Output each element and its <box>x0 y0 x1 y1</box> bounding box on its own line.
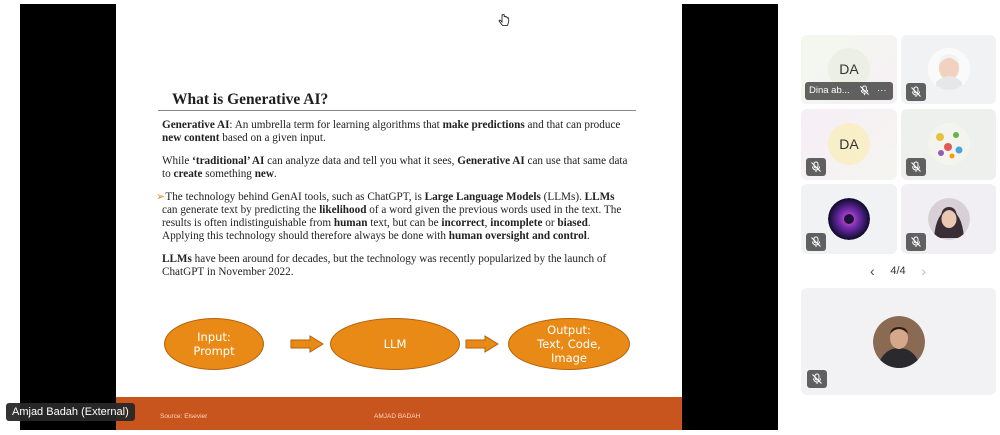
participant-photo <box>928 48 970 90</box>
slide-title: What is Generative AI? <box>172 91 329 108</box>
participant-tile-6[interactable] <box>901 184 996 254</box>
participant-tile-4[interactable] <box>901 109 996 180</box>
more-options-icon[interactable]: ··· <box>877 85 887 96</box>
avatar: DA <box>828 123 870 165</box>
self-view-tile[interactable] <box>801 288 996 395</box>
paragraph-llm-bullet: ➢The technology behind GenAI tools, such as ChatGPT, is Large Language Models (LLMs). LLMs can generate text by predicting the likelihood of a word given the previous words used in the text. The results is often indistinguishable from human text, but can be incorrect, incomplete or biased. Applying this technology should therefore always be done with human oversight and control. <box>156 191 622 242</box>
input-prompt-node: Input: Prompt <box>164 318 264 370</box>
output-node: Output: Text, Code, Image <box>508 318 630 370</box>
hand-cursor-icon <box>498 14 510 28</box>
participant-tile-dina[interactable] <box>801 35 897 104</box>
presenter-name-label: Amjad Badah (External) <box>6 403 135 421</box>
footer-source: Source: Elsevier <box>160 413 208 420</box>
mic-off-icon <box>906 83 926 101</box>
arrow-right-icon <box>465 335 499 353</box>
presentation-slide <box>116 4 682 430</box>
participant-photo <box>928 198 970 240</box>
arrow-right-icon <box>290 335 324 353</box>
participant-photo <box>828 198 870 240</box>
participant-tile-3[interactable] <box>801 109 897 180</box>
mic-off-icon <box>806 233 826 251</box>
participant-tile-5[interactable] <box>801 184 897 254</box>
flow-diagram <box>162 318 632 374</box>
paragraph-history: LLMs have been around for decades, but the technology was recently popularized by the launch of ChatGPT in November 2022. <box>162 253 607 278</box>
slide-body <box>156 119 632 289</box>
paragraph-definition: Generative AI: An umbrella term for learning algorithms that make predictions and that can produce new content based on a given input. <box>162 119 621 144</box>
chevron-right-icon[interactable]: › <box>921 263 926 279</box>
mic-off-icon <box>906 233 926 251</box>
chevron-left-icon[interactable]: ‹ <box>870 263 875 279</box>
participant-pager <box>870 263 926 279</box>
mic-off-icon <box>859 85 870 96</box>
mic-off-icon <box>807 370 827 388</box>
mic-off-icon <box>906 158 926 176</box>
paragraph-traditional-vs-generative: While ‘traditional’ AI can analyze data and tell you what it sees, Generative AI can use that same data to create something new. <box>162 155 628 180</box>
participant-photo <box>928 123 970 165</box>
avatar: DA <box>828 48 870 90</box>
footer-author: AMJAD BADAH <box>374 413 421 420</box>
participant-name-chip: Dina ab... ··· <box>805 82 893 100</box>
llm-node: LLM <box>330 318 460 370</box>
shared-screen <box>20 4 778 430</box>
pager-label: 4/4 <box>890 265 906 277</box>
title-divider <box>158 110 636 111</box>
mic-off-icon <box>806 158 826 176</box>
bullet-arrow-icon: ➢ <box>156 191 166 203</box>
slide-footer <box>116 397 682 430</box>
participant-tile-2[interactable] <box>901 35 996 104</box>
participant-photo <box>873 316 925 368</box>
